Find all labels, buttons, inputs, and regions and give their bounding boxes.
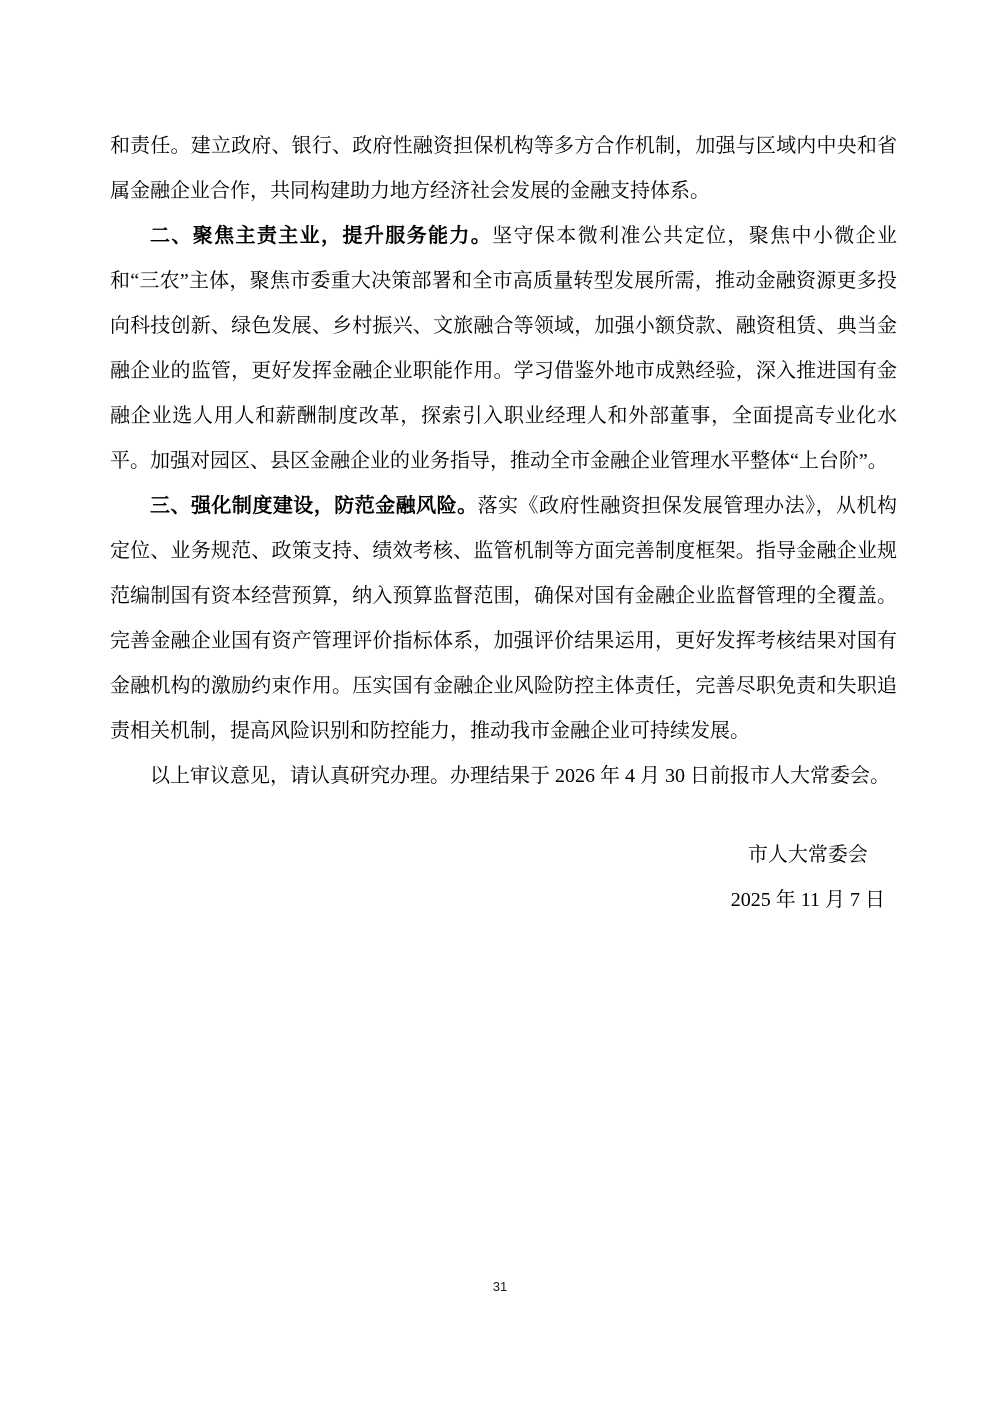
- paragraph-closing: [110, 754, 897, 799]
- paragraph-section-3: [110, 484, 897, 754]
- section-3-heading: 三、强化制度建设，防范金融风险。: [150, 495, 478, 517]
- paragraph-section-2: [110, 214, 897, 484]
- section-2-body-text: 坚守保本微利准公共定位，聚焦中小微企业和“三农”主体，聚焦市委重大决策部署和全市高质量转型发展所需，推动金融资源更多投向科技创新、绿色发展、乡村振兴、文旅融合等领域，加强小额贷款、融资租赁、典当金融企业的监管，更好发挥金融企业职能作用。学习借鉴外地市成熟经验，深入推进国有金融企业选人用人和薪酬制度改革，探索引入职业经理人和外部董事，全面提高专业化水平。加强对园区、县区金融企业的业务指导，推动全市金融企业管理水平整体“上台阶”。: [110, 225, 898, 472]
- paragraph-closing-text: 以上审议意见，请认真研究办理。办理结果于 2026 年 4 月 30 日前报市人大常委会。: [150, 765, 890, 787]
- section-2-heading: 二、聚焦主责主业，提升服务能力。: [150, 225, 493, 247]
- signature-date: 2025 年 11 月 7 日: [730, 889, 885, 911]
- signature-name: 市人大常委会: [747, 844, 868, 866]
- signature-block: [731, 833, 885, 923]
- section-3-body-text: 落实《政府性融资担保发展管理办法》，从机构定位、业务规范、政策支持、绩效考核、监管机制等方面完善制度框架。指导金融企业规范编制国有资本经营预算，纳入预算监督范围，确保对国有金融企业监督管理的全覆盖。完善金融企业国有资产管理评价指标体系，加强评价结果运用，更好发挥考核结果对国有金融机构的激励约束作用。压实国有金融企业风险防控主体责任，完善尽职免责和失职追责相关机制，提高风险识别和防控能力，推动我市金融企业可持续发展。: [110, 495, 898, 742]
- paragraph-continuation-text: 和责任。建立政府、银行、政府性融资担保机构等多方合作机制，加强与区域内中央和省属金融企业合作，共同构建助力地方经济社会发展的金融支持体系。: [110, 135, 897, 202]
- paragraph-continuation: [110, 124, 897, 214]
- page-number: 31: [492, 1279, 508, 1294]
